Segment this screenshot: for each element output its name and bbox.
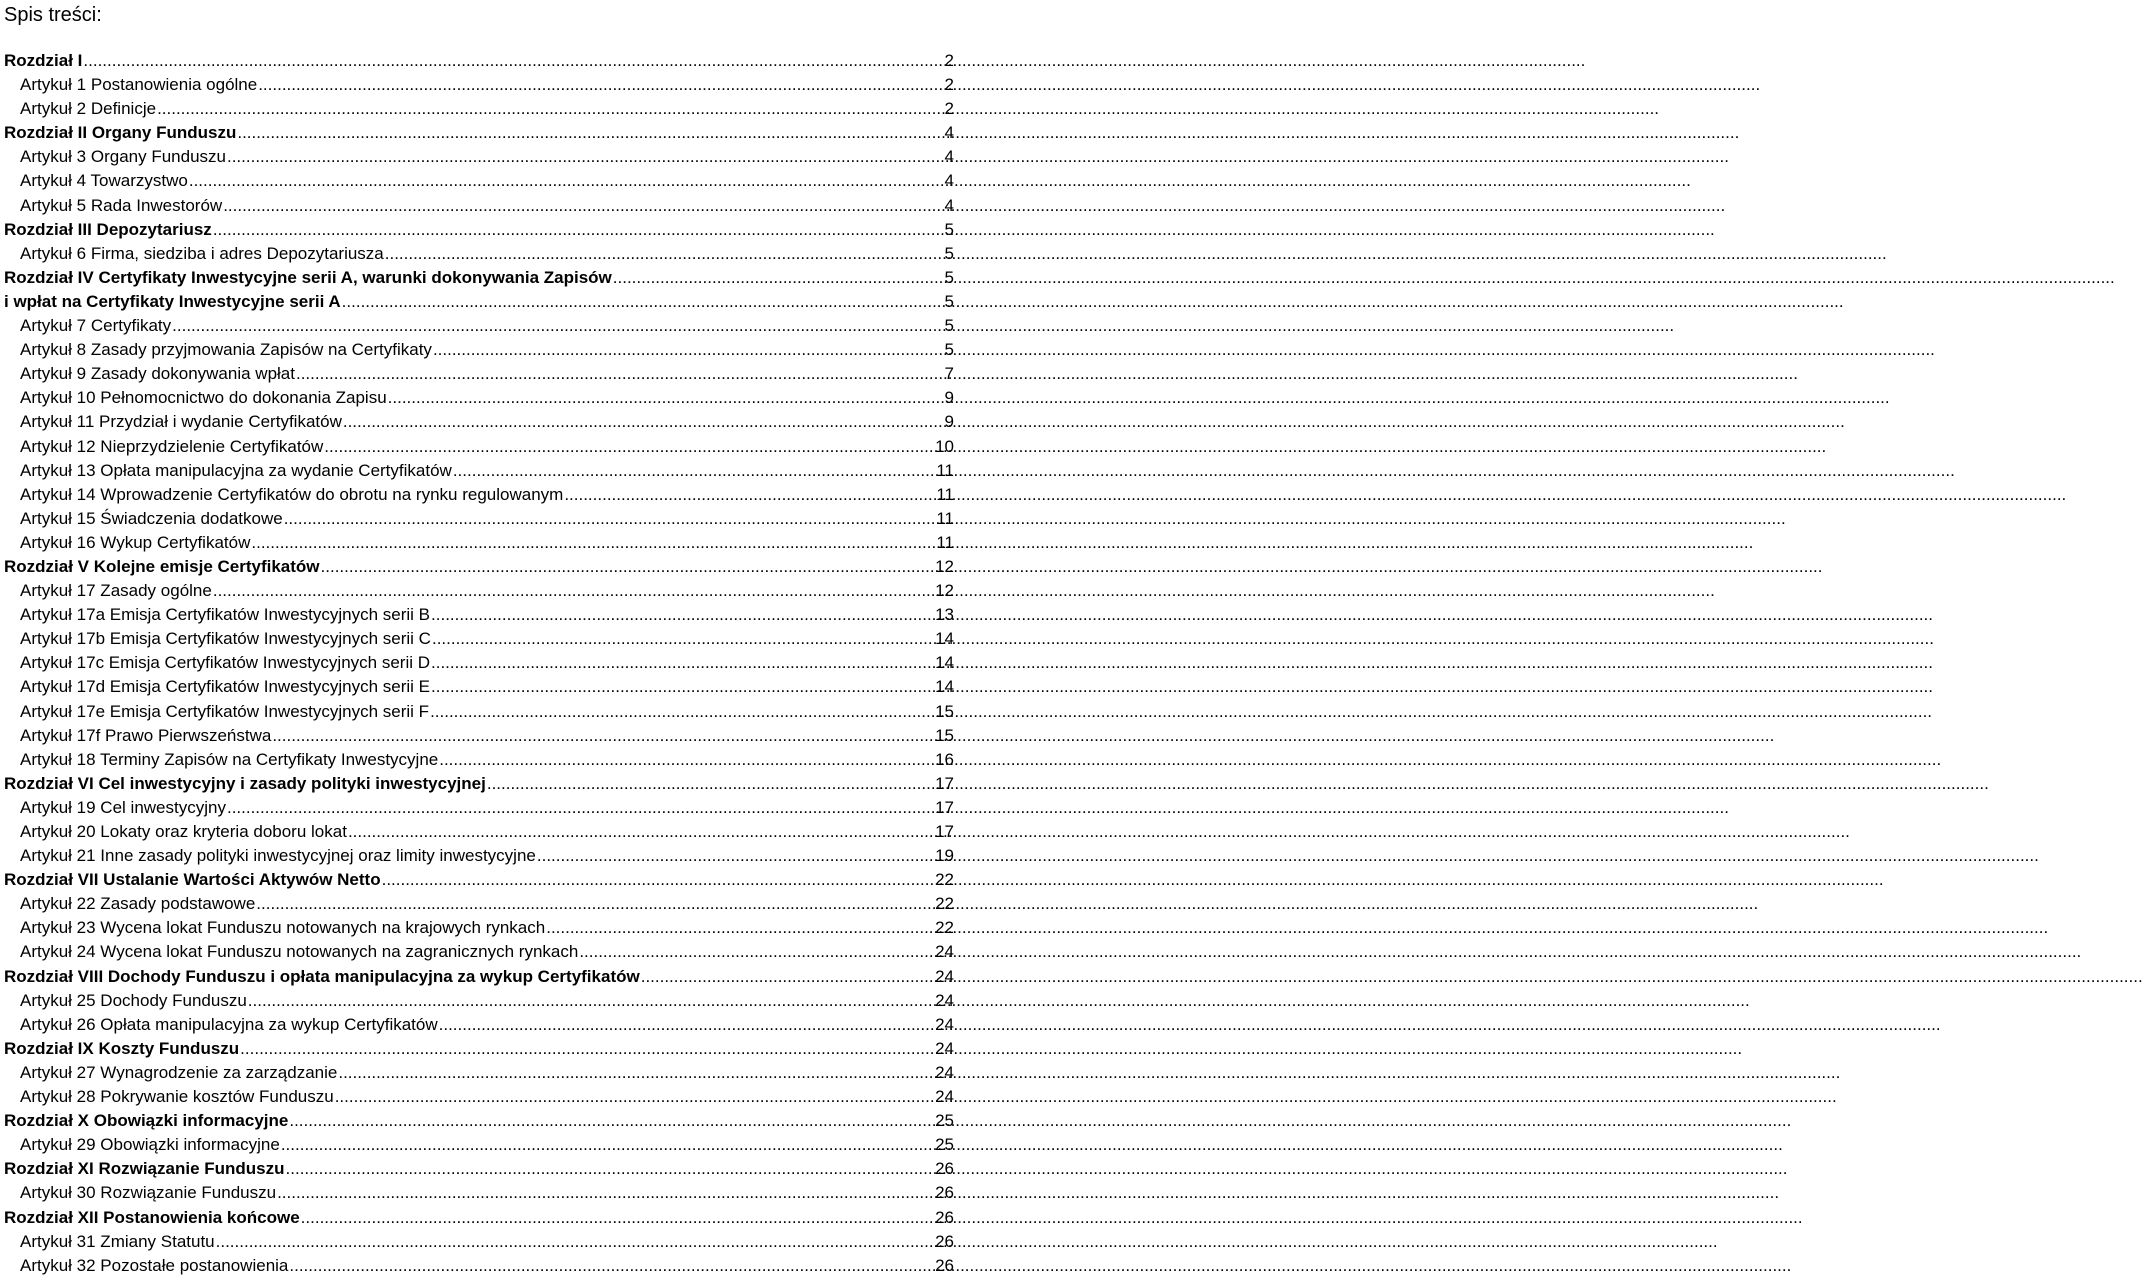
dot-leader xyxy=(284,508,936,530)
toc-article-entry[interactable] xyxy=(0,74,960,98)
entry-title: Rozdział I xyxy=(4,51,83,70)
page-number: 24 xyxy=(935,1014,954,1034)
toc-chapter-entry[interactable] xyxy=(0,1110,960,1134)
toc-article-entry[interactable] xyxy=(0,436,960,460)
toc-list xyxy=(0,50,960,1279)
page-number: 5 xyxy=(944,291,954,311)
page-number: 4 xyxy=(944,123,954,143)
page-number: 2 xyxy=(944,75,954,95)
entry-title: Rozdział X Obowiązki informacyjne xyxy=(4,1111,289,1131)
entry-title: Artykuł 12 Nieprzydzielenie Certyfikatów xyxy=(20,436,324,456)
toc-article-entry[interactable] xyxy=(0,243,960,267)
entry-title: Rozdział II Organy Funduszu xyxy=(4,123,237,143)
toc-article-entry[interactable] xyxy=(0,411,960,435)
toc-article-entry[interactable] xyxy=(0,339,960,363)
entry-title: Artykuł 7 Certyfikaty xyxy=(20,316,172,336)
toc-article-entry[interactable] xyxy=(0,460,960,484)
toc-article-entry[interactable] xyxy=(0,195,960,219)
page-number: 15 xyxy=(935,725,954,745)
entry-title: Artykuł 27 Wynagrodzenie za zarządzanie xyxy=(20,1062,338,1082)
page-number: 4 xyxy=(944,171,954,191)
toc-article-entry[interactable] xyxy=(0,532,960,556)
toc-article-entry[interactable] xyxy=(0,821,960,845)
page-number: 22 xyxy=(935,918,954,938)
entry-title: Artykuł 10 Pełnomocnictwo do dokonania Zapisu xyxy=(20,388,387,408)
dot-leader xyxy=(213,219,944,241)
dot-leader xyxy=(546,917,934,939)
page-number: 22 xyxy=(935,870,954,890)
page-number: 11 xyxy=(936,484,954,504)
entry-title: Artykuł 21 Inne zasady polityki inwestycyjnej oraz limity inwestycyjne xyxy=(20,846,536,866)
toc-chapter-entry[interactable] xyxy=(0,773,960,797)
dot-leader xyxy=(348,821,934,843)
entry-title: Artykuł 17e Emisja Certyfikatów Inwestycyjnych serii F xyxy=(20,701,430,721)
dot-leader xyxy=(382,869,934,891)
toc-article-entry[interactable] xyxy=(0,676,960,700)
dot-leader xyxy=(453,460,936,482)
page-number: 26 xyxy=(935,1255,954,1275)
dot-leader xyxy=(301,1207,934,1229)
toc-article-entry[interactable] xyxy=(0,580,960,604)
page-number: 16 xyxy=(935,749,954,769)
toc-article-entry[interactable] xyxy=(0,1134,960,1158)
dot-leader xyxy=(251,532,935,554)
toc-chapter-entry[interactable] xyxy=(0,1038,960,1062)
entry-title: Rozdział VIII Dochody Funduszu i opłata manipulacyjna za wykup Certyfikatów xyxy=(4,966,640,986)
toc-chapter-entry[interactable] xyxy=(0,1158,960,1182)
page-number: 5 xyxy=(944,243,954,263)
dot-leader xyxy=(277,1182,934,1204)
dot-leader xyxy=(213,580,934,602)
toc-article-entry[interactable] xyxy=(0,1086,960,1110)
entry-title: Artykuł 23 Wycena lokat Funduszu notowanych na krajowych rynkach xyxy=(20,918,546,938)
page-number: 24 xyxy=(935,942,954,962)
entry-title: Artykuł 11 Przydział i wydanie Certyfikatów xyxy=(20,412,342,432)
page-number: 14 xyxy=(935,629,954,649)
dot-leader xyxy=(157,98,943,120)
entry-title: Artykuł 29 Obowiązki informacyjne xyxy=(20,1135,280,1155)
dot-leader xyxy=(430,701,934,723)
page-number: 12 xyxy=(935,556,954,576)
dot-leader xyxy=(172,315,943,337)
page-number: 7 xyxy=(944,364,954,384)
entry-title: Artykuł 22 Zasady podstawowe xyxy=(20,894,256,914)
toc-article-entry[interactable] xyxy=(0,508,960,532)
dot-leader xyxy=(343,411,944,433)
toc-chapter-entry[interactable] xyxy=(0,219,960,243)
dot-leader xyxy=(258,74,943,96)
entry-title: Rozdział IV Certyfikaty Inwestycyjne serii A, warunki dokonywania Zapisów xyxy=(4,267,612,287)
page-number: 22 xyxy=(935,894,954,914)
entry-title: Artykuł 3 Organy Funduszu xyxy=(20,147,226,167)
entry-title: Rozdział IX Koszty Funduszu xyxy=(4,1038,240,1058)
toc-chapter-entry[interactable] xyxy=(0,869,960,893)
page-number: 13 xyxy=(935,605,954,625)
toc-article-entry[interactable] xyxy=(0,797,960,821)
entry-title: Artykuł 2 Definicje xyxy=(20,99,157,119)
entry-title: Rozdział XI Rozwiązanie Funduszu xyxy=(4,1159,285,1179)
toc-article-entry[interactable] xyxy=(0,363,960,387)
dot-leader xyxy=(338,1062,934,1084)
toc-article-entry[interactable] xyxy=(0,628,960,652)
page-number: 17 xyxy=(935,773,954,793)
toc-article-entry[interactable] xyxy=(0,652,960,676)
page-number: 24 xyxy=(935,1087,954,1107)
toc-article-entry[interactable] xyxy=(0,146,960,170)
toc-chapter-entry[interactable] xyxy=(0,1207,960,1231)
page-number: 2 xyxy=(944,51,954,70)
page-number: 2 xyxy=(944,99,954,119)
toc-article-entry[interactable] xyxy=(0,1182,960,1206)
entry-title: Artykuł 4 Towarzystwo xyxy=(20,171,188,191)
page-number: 25 xyxy=(935,1111,954,1131)
dot-leader xyxy=(641,966,934,988)
dot-leader xyxy=(256,893,934,915)
page-number: 5 xyxy=(944,340,954,360)
toc-article-entry[interactable] xyxy=(0,749,960,773)
dot-leader xyxy=(216,1231,934,1253)
dot-leader xyxy=(281,1134,934,1156)
entry-title: Artykuł 9 Zasady dokonywania wpłat xyxy=(20,364,295,384)
dot-leader xyxy=(272,725,934,747)
entry-title: Rozdział VI Cel inwestycyjny i zasady polityki inwestycyjnej xyxy=(4,773,486,793)
page-number: 24 xyxy=(935,1062,954,1082)
dot-leader xyxy=(431,604,934,626)
page-number: 17 xyxy=(935,797,954,817)
page-number: 4 xyxy=(944,195,954,215)
toc-article-entry[interactable] xyxy=(0,315,960,339)
dot-leader xyxy=(227,146,944,168)
entry-title: Artykuł 18 Terminy Zapisów na Certyfikaty Inwestycyjne xyxy=(20,749,439,769)
entry-title: Rozdział III Depozytariusz xyxy=(4,219,212,239)
dot-leader xyxy=(431,652,934,674)
toc-chapter-entry[interactable] xyxy=(0,50,960,74)
dot-leader xyxy=(335,1086,934,1108)
entry-title: Artykuł 28 Pokrywanie kosztów Funduszu xyxy=(20,1087,334,1107)
dot-leader xyxy=(487,773,934,795)
toc-chapter-entry[interactable] xyxy=(0,122,960,146)
page-number: 9 xyxy=(944,388,954,408)
dot-leader xyxy=(83,50,943,72)
entry-title: Artykuł 6 Firma, siedziba i adres Depozytariusza xyxy=(20,243,384,263)
entry-title: Artykuł 31 Zmiany Statutu xyxy=(20,1231,215,1251)
dot-leader xyxy=(613,267,944,289)
page-number: 5 xyxy=(944,267,954,287)
entry-title: i wpłat na Certyfikaty Inwestycyjne serii A xyxy=(4,291,341,311)
toc-article-entry[interactable] xyxy=(0,941,960,965)
page-number: 9 xyxy=(944,412,954,432)
dot-leader xyxy=(248,990,934,1012)
page-number: 11 xyxy=(936,508,954,528)
page-number: 24 xyxy=(935,966,954,986)
dot-leader xyxy=(289,1255,934,1277)
entry-title: Artykuł 20 Lokaty oraz kryteria doboru lokat xyxy=(20,822,347,841)
toc-chapter-entry[interactable] xyxy=(0,966,960,990)
page-number: 4 xyxy=(944,147,954,167)
entry-title: Artykuł 8 Zasady przyjmowania Zapisów na Certyfikaty xyxy=(20,340,432,360)
entry-title: Artykuł 17a Emisja Certyfikatów Inwestycyjnych serii B xyxy=(20,605,431,625)
page-number: 5 xyxy=(944,316,954,336)
page-number: 26 xyxy=(935,1183,954,1203)
page-number: 12 xyxy=(935,581,954,601)
dot-leader xyxy=(385,243,944,265)
dot-leader xyxy=(296,363,944,385)
page-number: 11 xyxy=(936,460,954,480)
toc-article-entry[interactable] xyxy=(0,387,960,411)
entry-title: Artykuł 17f Prawo Pierwszeństwa xyxy=(20,725,272,745)
toc-article-entry[interactable] xyxy=(0,1231,960,1255)
page-number: 5 xyxy=(944,219,954,239)
toc-article-entry[interactable] xyxy=(0,484,960,508)
entry-title: Artykuł 13 Opłata manipulacyjna za wydanie Certyfikatów xyxy=(20,460,452,480)
dot-leader xyxy=(240,1038,934,1060)
dot-leader xyxy=(564,484,935,506)
dot-leader xyxy=(227,797,934,819)
dot-leader xyxy=(342,291,944,313)
page-number: 26 xyxy=(935,1159,954,1179)
toc-article-entry[interactable] xyxy=(0,170,960,194)
entry-title: Artykuł 25 Dochody Funduszu xyxy=(20,990,247,1010)
dot-leader xyxy=(579,941,934,963)
dot-leader xyxy=(433,339,944,361)
entry-title: Artykuł 24 Wycena lokat Funduszu notowanych na zagranicznych rynkach xyxy=(20,942,579,962)
page-number: 11 xyxy=(936,532,954,552)
toc-article-entry[interactable] xyxy=(0,1014,960,1038)
dot-leader xyxy=(537,845,934,867)
page-number: 15 xyxy=(935,701,954,721)
entry-title: Artykuł 17c Emisja Certyfikatów Inwestycyjnych serii D xyxy=(20,653,431,673)
toc-title: Spis treści: xyxy=(4,4,102,26)
dot-leader xyxy=(432,628,934,650)
dot-leader xyxy=(439,749,934,771)
entry-title: Artykuł 17b Emisja Certyfikatów Inwestycyjnych serii C xyxy=(20,629,431,649)
entry-title: Rozdział V Kolejne emisje Certyfikatów xyxy=(4,556,320,576)
entry-title: Artykuł 17d Emisja Certyfikatów Inwestycyjnych serii E xyxy=(20,677,431,697)
toc-article-entry[interactable] xyxy=(0,725,960,749)
page-number: 25 xyxy=(935,1135,954,1155)
toc-chapter-entry[interactable] xyxy=(0,267,960,291)
dot-leader xyxy=(439,1014,934,1036)
toc-article-entry[interactable] xyxy=(0,893,960,917)
toc-article-entry[interactable] xyxy=(0,990,960,1014)
dot-leader xyxy=(286,1158,935,1180)
entry-title: Artykuł 19 Cel inwestycyjny xyxy=(20,797,226,817)
page-number: 14 xyxy=(935,653,954,673)
toc-article-entry[interactable] xyxy=(0,98,960,122)
entry-title: Artykuł 30 Rozwiązanie Funduszu xyxy=(20,1183,277,1203)
page-number: 14 xyxy=(935,677,954,697)
page-number: 10 xyxy=(935,436,954,456)
toc-article-entry[interactable] xyxy=(0,604,960,628)
toc-article-entry[interactable] xyxy=(0,1255,960,1279)
page-number: 26 xyxy=(935,1207,954,1227)
dot-leader xyxy=(189,170,944,192)
entry-title: Artykuł 14 Wprowadzenie Certyfikatów do obrotu na rynku regulowanym xyxy=(20,484,564,504)
dot-leader xyxy=(289,1110,934,1132)
toc-chapter-entry[interactable] xyxy=(0,291,960,315)
entry-title: Rozdział VII Ustalanie Wartości Aktywów Netto xyxy=(4,870,381,890)
page-number: 24 xyxy=(935,990,954,1010)
entry-title: Artykuł 17 Zasady ogólne xyxy=(20,581,212,601)
entry-title: Artykuł 26 Opłata manipulacyjna za wykup Certyfikatów xyxy=(20,1014,438,1034)
dot-leader xyxy=(431,676,934,698)
dot-leader xyxy=(324,436,934,458)
entry-title: Artykuł 16 Wykup Certyfikatów xyxy=(20,532,251,552)
page-number: 17 xyxy=(935,822,954,841)
dot-leader xyxy=(237,122,943,144)
entry-title: Artykuł 32 Pozostałe postanowienia xyxy=(20,1255,289,1275)
dot-leader xyxy=(223,195,943,217)
entry-title: Artykuł 15 Świadczenia dodatkowe xyxy=(20,508,283,528)
entry-title: Rozdział XII Postanowienia końcowe xyxy=(4,1207,300,1227)
toc-article-entry[interactable] xyxy=(0,1062,960,1086)
dot-leader xyxy=(321,556,935,578)
dot-leader xyxy=(388,387,944,409)
page-number: 26 xyxy=(935,1231,954,1251)
toc-chapter-entry[interactable] xyxy=(0,556,960,580)
page-number: 19 xyxy=(935,846,954,866)
page-number: 24 xyxy=(935,1038,954,1058)
entry-title: Artykuł 5 Rada Inwestorów xyxy=(20,195,223,215)
toc-article-entry[interactable] xyxy=(0,917,960,941)
entry-title: Artykuł 1 Postanowienia ogólne xyxy=(20,75,258,95)
toc-article-entry[interactable] xyxy=(0,701,960,725)
toc-article-entry[interactable] xyxy=(0,845,960,869)
